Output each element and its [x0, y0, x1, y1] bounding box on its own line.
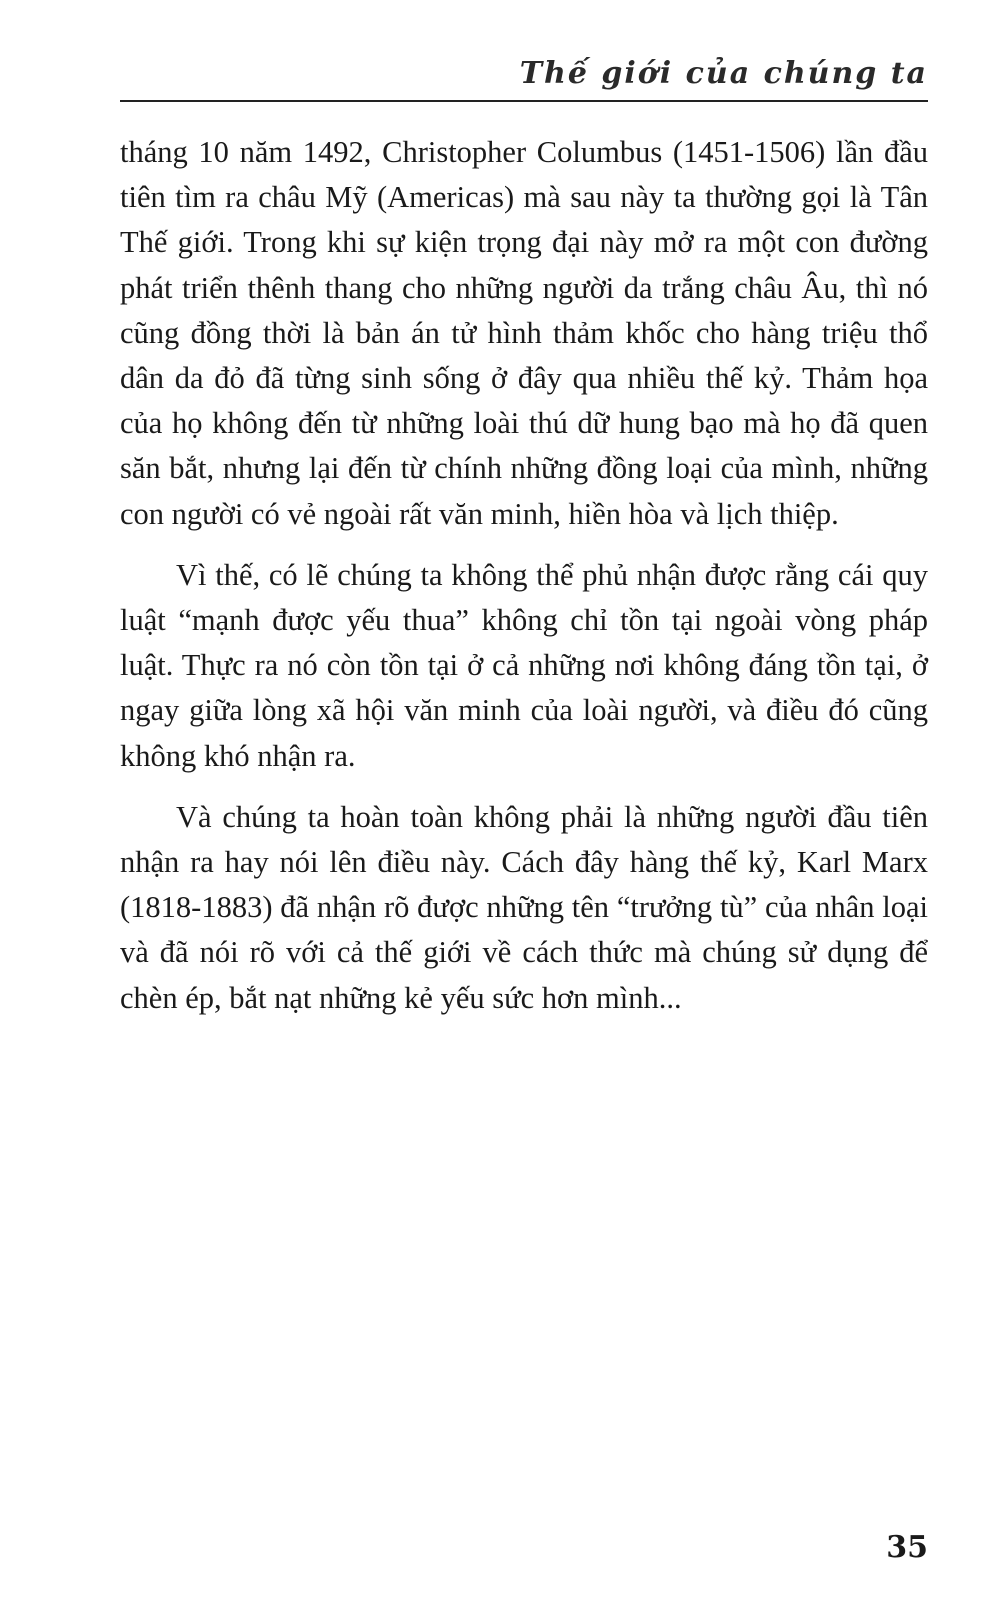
page-number: 35	[886, 1530, 928, 1565]
paragraph-3: Và chúng ta hoàn toàn không phải là những người đầu tiên nhận ra hay nói lên điều này. Cách đây hàng thế kỷ, Karl Marx (1818-1883) đã nhận rõ được những tên “trưởng tù” của nhân loại và đã nói rõ với cả thế giới về cách thức mà chúng sử dụng để chèn ép, bắt nạt những kẻ yếu sức hơn mình...	[120, 799, 928, 1015]
body-text	[120, 130, 928, 1021]
paragraph-1: tháng 10 năm 1492, Christopher Columbus (1451-1506) lần đầu tiên tìm ra châu Mỹ (Americas) mà sau này ta thường gọi là Tân Thế giới. Trong khi sự kiện trọng đại này mở ra một con đường phát triển thênh thang cho những người da trắng châu Âu, thì nó cũng đồng thời là bản án tử hình thảm khốc cho hàng triệu thổ dân da đỏ đã từng sinh sống ở đây qua nhiều thế kỷ. Thảm họa của họ không đến từ những loài thú dữ hung bạo mà họ đã quen săn bắt, nhưng lại đến từ chính những đồng loại của mình, những con người có vẻ ngoài rất văn minh, hiền hòa và lịch thiệp.	[120, 135, 928, 531]
running-header-title: Thế giới của chúng ta	[519, 56, 928, 91]
running-header	[120, 52, 928, 102]
paragraph-2: Vì thế, có lẽ chúng ta không thể phủ nhận được rằng cái quy luật “mạnh được yếu thua” không chỉ tồn tại ngoài vòng pháp luật. Thực ra nó còn tồn tại ở cả những nơi không đáng tồn tại, ở ngay giữa lòng xã hội văn minh của loài người, và điều đó cũng không khó nhận ra.	[120, 557, 928, 773]
